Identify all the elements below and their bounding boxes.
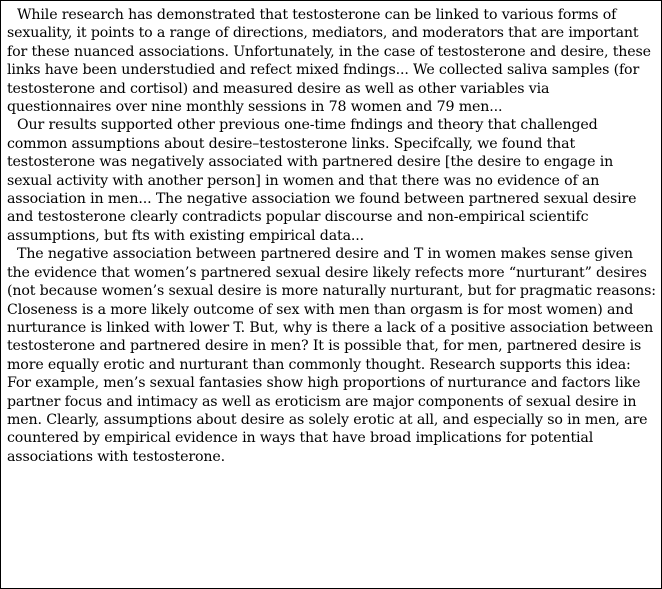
paragraph-3: The negative association between partnered desire and T in women makes sense given the evidence that women’s partnered sexual desire likely refects more “nurturant” desires (not because women’s sexual desire is more naturally nurturant, but for pragmatic reasons: Closeness is a more likely outcome of sex with men than orgasm is for most women) and nurturance is linked with lower T. But, why is there a lack of a positive association between testosterone and partnered desire in men? It is possible that, for men, partnered desire is more equally erotic and nurturant than commonly thought. Research supports this idea: For example, men’s sexual fantasies show high proportions of nurturance and factors like partner focus and intimacy as well as eroticism are major components of sexual desire in men. Clearly, assumptions about desire as solely erotic at all, and especially so in men, are countered by empirical evidence in ways that have broad implications for potential associations with testosterone. [7,246,656,465]
paragraph-1: While research has demonstrated that testosterone can be linked to various forms of sexuality, it points to a range of directions, mediators, and moderators that are important for these nuanced associations. Unfortunately, in the case of testosterone and desire, these links have been understudied and refect mixed fndings... We collected saliva samples (for testosterone and cortisol) and measured desire as well as other variables via questionnaires over nine monthly sessions in 78 women and 79 men... [7,7,651,116]
paragraph-2: Our results supported other previous one-time fndings and theory that challenged common assumptions about desire–testosterone links. Specifcally, we found that testosterone was negatively associated with partnered desire [the desire to engage in sexual activity with another person] in women and that there was no evidence of an association in men... The negative association we found between partnered sexual desire and testosterone clearly contradicts popular discourse and non-empirical scientifc assumptions, but fts with existing empirical data... [7,117,637,244]
document-body [7,6,657,466]
